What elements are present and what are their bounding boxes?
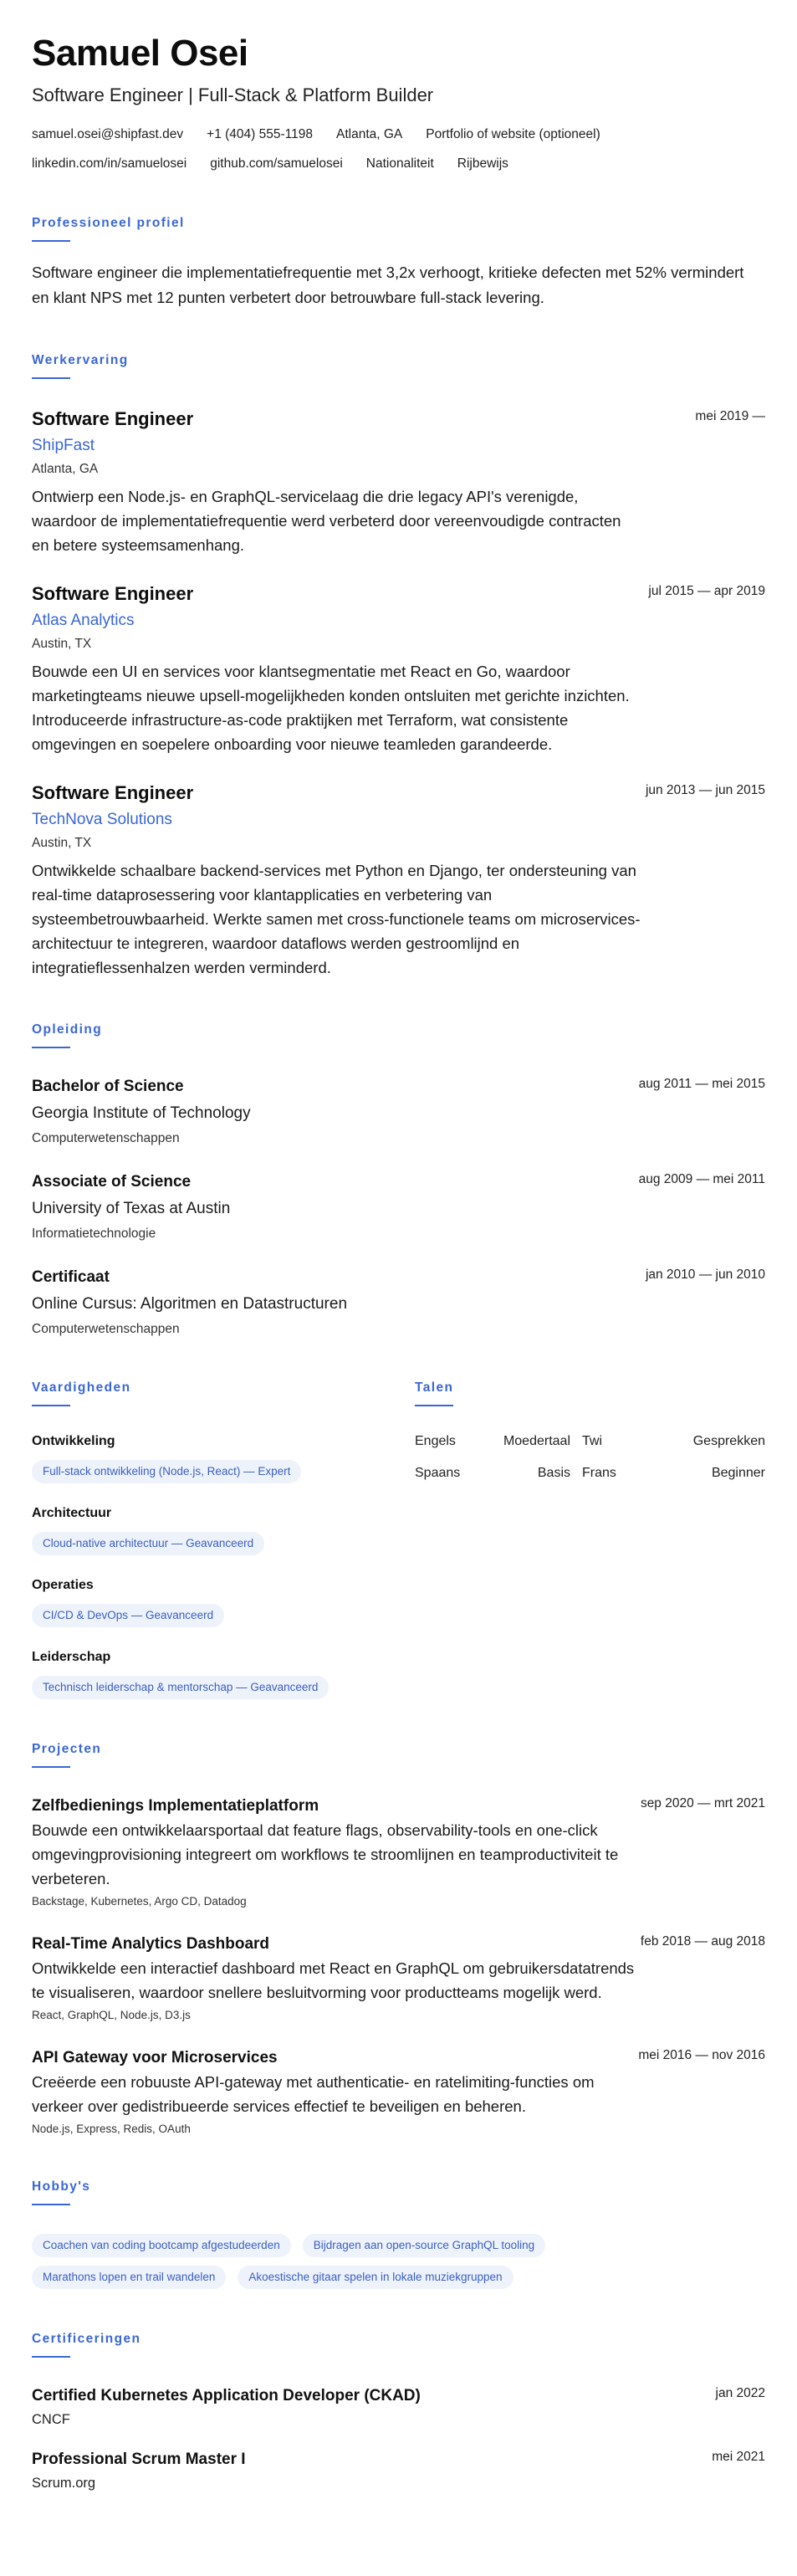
language-level: Gesprekken	[692, 1434, 765, 1448]
hobby-list	[32, 2225, 651, 2289]
language-level: Beginner	[711, 1466, 765, 1480]
language-name: Engels	[415, 1434, 456, 1448]
section-divider	[415, 1405, 453, 1406]
contact-list	[32, 125, 765, 173]
certification-issuer: CNCF	[32, 2412, 70, 2427]
project-dates: feb 2018 — aug 2018	[640, 1934, 765, 1949]
contact-github[interactable]: github.com/samuelosei	[210, 156, 343, 171]
job-location: Atlanta, GA	[32, 462, 99, 476]
language-name: Frans	[582, 1466, 616, 1480]
languages-grid	[415, 1433, 765, 1482]
project-entry	[32, 1796, 765, 1909]
section-title-projects: Projecten	[32, 1742, 102, 1756]
certification-entry	[32, 2386, 765, 2428]
hobby-pill: Coachen van coding bootcamp afgestudeerden	[32, 2234, 291, 2257]
job-entry	[32, 407, 765, 557]
education-school: Georgia Institute of Technology	[32, 1104, 251, 1122]
job-title: Software Engineer	[32, 782, 194, 803]
education-school: Online Cursus: Algoritmen en Datastructuren	[32, 1295, 348, 1313]
job-dates: mei 2019 —	[695, 409, 765, 423]
project-title: Zelfbedienings Implementatieplatform	[32, 1797, 319, 1815]
education-field: Informatietechnologie	[32, 1227, 156, 1241]
section-title-education: Opleiding	[32, 1022, 103, 1037]
job-dates: jun 2013 — jun 2015	[645, 783, 765, 797]
section-divider	[32, 1766, 70, 1768]
skill-pill: CI/CD & DevOps — Geavanceerd	[32, 1604, 224, 1627]
candidate-name: Samuel Osei	[32, 33, 248, 74]
job-title: Software Engineer	[32, 408, 194, 429]
candidate-headline: Software Engineer | Full-Stack & Platform Builder	[32, 85, 434, 105]
education-field: Computerwetenschappen	[32, 1131, 180, 1145]
profile-section	[32, 215, 765, 310]
section-title-profile: Professioneel profiel	[32, 216, 185, 230]
section-title-certifications: Certificeringen	[32, 2332, 141, 2346]
job-company: ShipFast	[32, 437, 95, 454]
skills-section	[32, 1380, 415, 1699]
job-title: Software Engineer	[32, 583, 194, 604]
education-dates: aug 2011 — mei 2015	[638, 1077, 765, 1091]
skill-category: Leiderschap	[32, 1650, 111, 1664]
section-divider	[32, 2204, 70, 2205]
certifications-section	[32, 2331, 765, 2491]
project-tech: Node.js, Express, Redis, OAuth	[32, 2123, 191, 2135]
job-company: Atlas Analytics	[32, 612, 135, 629]
job-description: Ontwierp een Node.js- en GraphQL-servicelaag die drie legacy API's verenigde, waardoor de implementatiefrequentie werd verbeterd door vereenvoudigde contracten en betere systeemsamenhang.	[32, 488, 621, 554]
profile-summary: Software engineer die implementatiefrequentie met 3,2x verhoogt, kritieke defecten met 52% vermindert en klant NPS met 12 punten verbetert door betrouwbare full-stack levering.	[32, 264, 744, 306]
contact-email[interactable]: samuel.osei@shipfast.dev	[32, 127, 184, 141]
section-divider	[32, 1405, 70, 1406]
language-level: Moedertaal	[503, 1434, 570, 1448]
project-entry	[32, 2048, 765, 2137]
section-title-hobbies: Hobby's	[32, 2179, 91, 2194]
projects-section	[32, 1741, 765, 2137]
education-entry	[32, 1077, 765, 1147]
contact-nationality: Nationaliteit	[365, 156, 434, 171]
section-divider	[32, 1047, 70, 1048]
education-entry	[32, 1172, 765, 1242]
job-entry	[32, 781, 765, 980]
certification-name: Certified Kubernetes Application Developer (CKAD)	[32, 2387, 421, 2404]
education-dates: aug 2009 — mei 2011	[638, 1172, 765, 1186]
education-dates: jan 2010 — jun 2010	[645, 1268, 765, 1282]
section-title-languages: Talen	[415, 1380, 454, 1395]
project-tech: Backstage, Kubernetes, Argo CD, Datadog	[32, 1895, 247, 1908]
job-dates: jul 2015 — apr 2019	[648, 584, 765, 598]
job-entry	[32, 582, 765, 756]
resume-header	[32, 32, 765, 173]
hobby-pill: Marathons lopen en trail wandelen	[32, 2266, 226, 2289]
job-description: Ontwikkelde schaalbare backend-services met Python en Django, ter ondersteuning van real-time dataprosessering voor klantapplicaties en verbetering van systeembetrouwbaarheid. Werkte samen met cross-functionele teams om microservices-architectuur te integreren, waardoor dataflows werden gestroomlijnd en integratieflessenhalzen werden verminderd.	[32, 862, 641, 976]
skill-category: Operaties	[32, 1578, 94, 1592]
language-name: Spaans	[415, 1466, 461, 1480]
contact-portfolio[interactable]: Portfolio of website (optioneel)	[426, 127, 600, 141]
skill-category: Ontwikkeling	[32, 1434, 115, 1448]
skill-pill: Cloud-native architectuur — Geavanceerd	[32, 1532, 264, 1555]
certification-issuer: Scrum.org	[32, 2476, 96, 2491]
project-title: Real-Time Analytics Dashboard	[32, 1935, 270, 1953]
project-description: Creëerde een robuuste API-gateway met authenticatie- en ratelimiting-functies om verkeer over gedistribueerde services effectief te beveiligen en beheren.	[32, 2073, 595, 2115]
certification-name: Professional Scrum Master I	[32, 2451, 246, 2468]
job-description: Bouwde een UI en services voor klantsegmentatie met React en Go, waardoor marketingteams nieuwe upsell-mogelijkheden konden ontsluiten met gerichte inzichten. Introduceerde infrastructure-as-code praktijken met Terraform, wat consistente omgevingen en soepelere onboarding voor nieuwe teamleden garandeerde.	[32, 663, 630, 753]
education-section	[32, 1022, 765, 1338]
job-location: Austin, TX	[32, 637, 92, 651]
contact-license: Rijbewijs	[457, 156, 508, 171]
job-company: TechNova Solutions	[32, 811, 172, 828]
skills-languages-row	[32, 1380, 765, 1699]
project-dates: sep 2020 — mrt 2021	[640, 1796, 765, 1810]
section-title-skills: Vaardigheden	[32, 1380, 131, 1395]
section-divider	[32, 377, 70, 379]
contact-linkedin[interactable]: linkedin.com/in/samuelosei	[32, 156, 187, 171]
project-description: Ontwikkelde een interactief dashboard met React en GraphQL om gebruikersdatatrends te visualiseren, waardoor snellere besluitvorming voor productteams mogelijk werd.	[32, 1959, 635, 2001]
language-name: Twi	[582, 1434, 602, 1448]
skill-pill: Full-stack ontwikkeling (Node.js, React) — Expert	[32, 1460, 301, 1483]
project-title: API Gateway voor Microservices	[32, 2049, 278, 2066]
hobby-pill: Akoestische gitaar spelen in lokale muziekgruppen	[238, 2266, 513, 2289]
language-level: Basis	[537, 1466, 570, 1480]
certification-entry	[32, 2450, 765, 2491]
certification-date: jan 2022	[715, 2386, 765, 2400]
project-tech: React, GraphQL, Node.js, D3.js	[32, 2009, 191, 2021]
education-school: University of Texas at Austin	[32, 1200, 231, 1217]
education-degree: Certificaat	[32, 1268, 110, 1286]
education-field: Computerwetenschappen	[32, 1322, 180, 1336]
skill-category: Architectuur	[32, 1506, 112, 1520]
project-entry	[32, 1934, 765, 2023]
section-divider	[32, 2356, 70, 2358]
hobbies-section	[32, 2179, 765, 2289]
certification-date: mei 2021	[712, 2450, 765, 2464]
section-divider	[32, 240, 70, 242]
contact-location: Atlanta, GA	[335, 127, 403, 141]
experience-section	[32, 352, 765, 980]
job-location: Austin, TX	[32, 836, 92, 850]
project-dates: mei 2016 — nov 2016	[638, 2048, 765, 2062]
project-description: Bouwde een ontwikkelaarsportaal dat feature flags, observability-tools en one-click omgevingprovisioning integreert om workflows te stroomlijnen en teamproductiviteit te verbeteren.	[32, 1821, 619, 1887]
education-degree: Associate of Science	[32, 1173, 192, 1191]
education-entry	[32, 1268, 765, 1338]
section-title-experience: Werkervaring	[32, 353, 129, 367]
languages-section	[415, 1380, 765, 1699]
hobby-pill: Bijdragen aan open-source GraphQL tooling	[303, 2234, 545, 2257]
contact-phone[interactable]: +1 (404) 555-1198	[207, 127, 313, 141]
skill-pill: Technisch leiderschap & mentorschap — Geavanceerd	[32, 1676, 329, 1699]
education-degree: Bachelor of Science	[32, 1078, 184, 1095]
